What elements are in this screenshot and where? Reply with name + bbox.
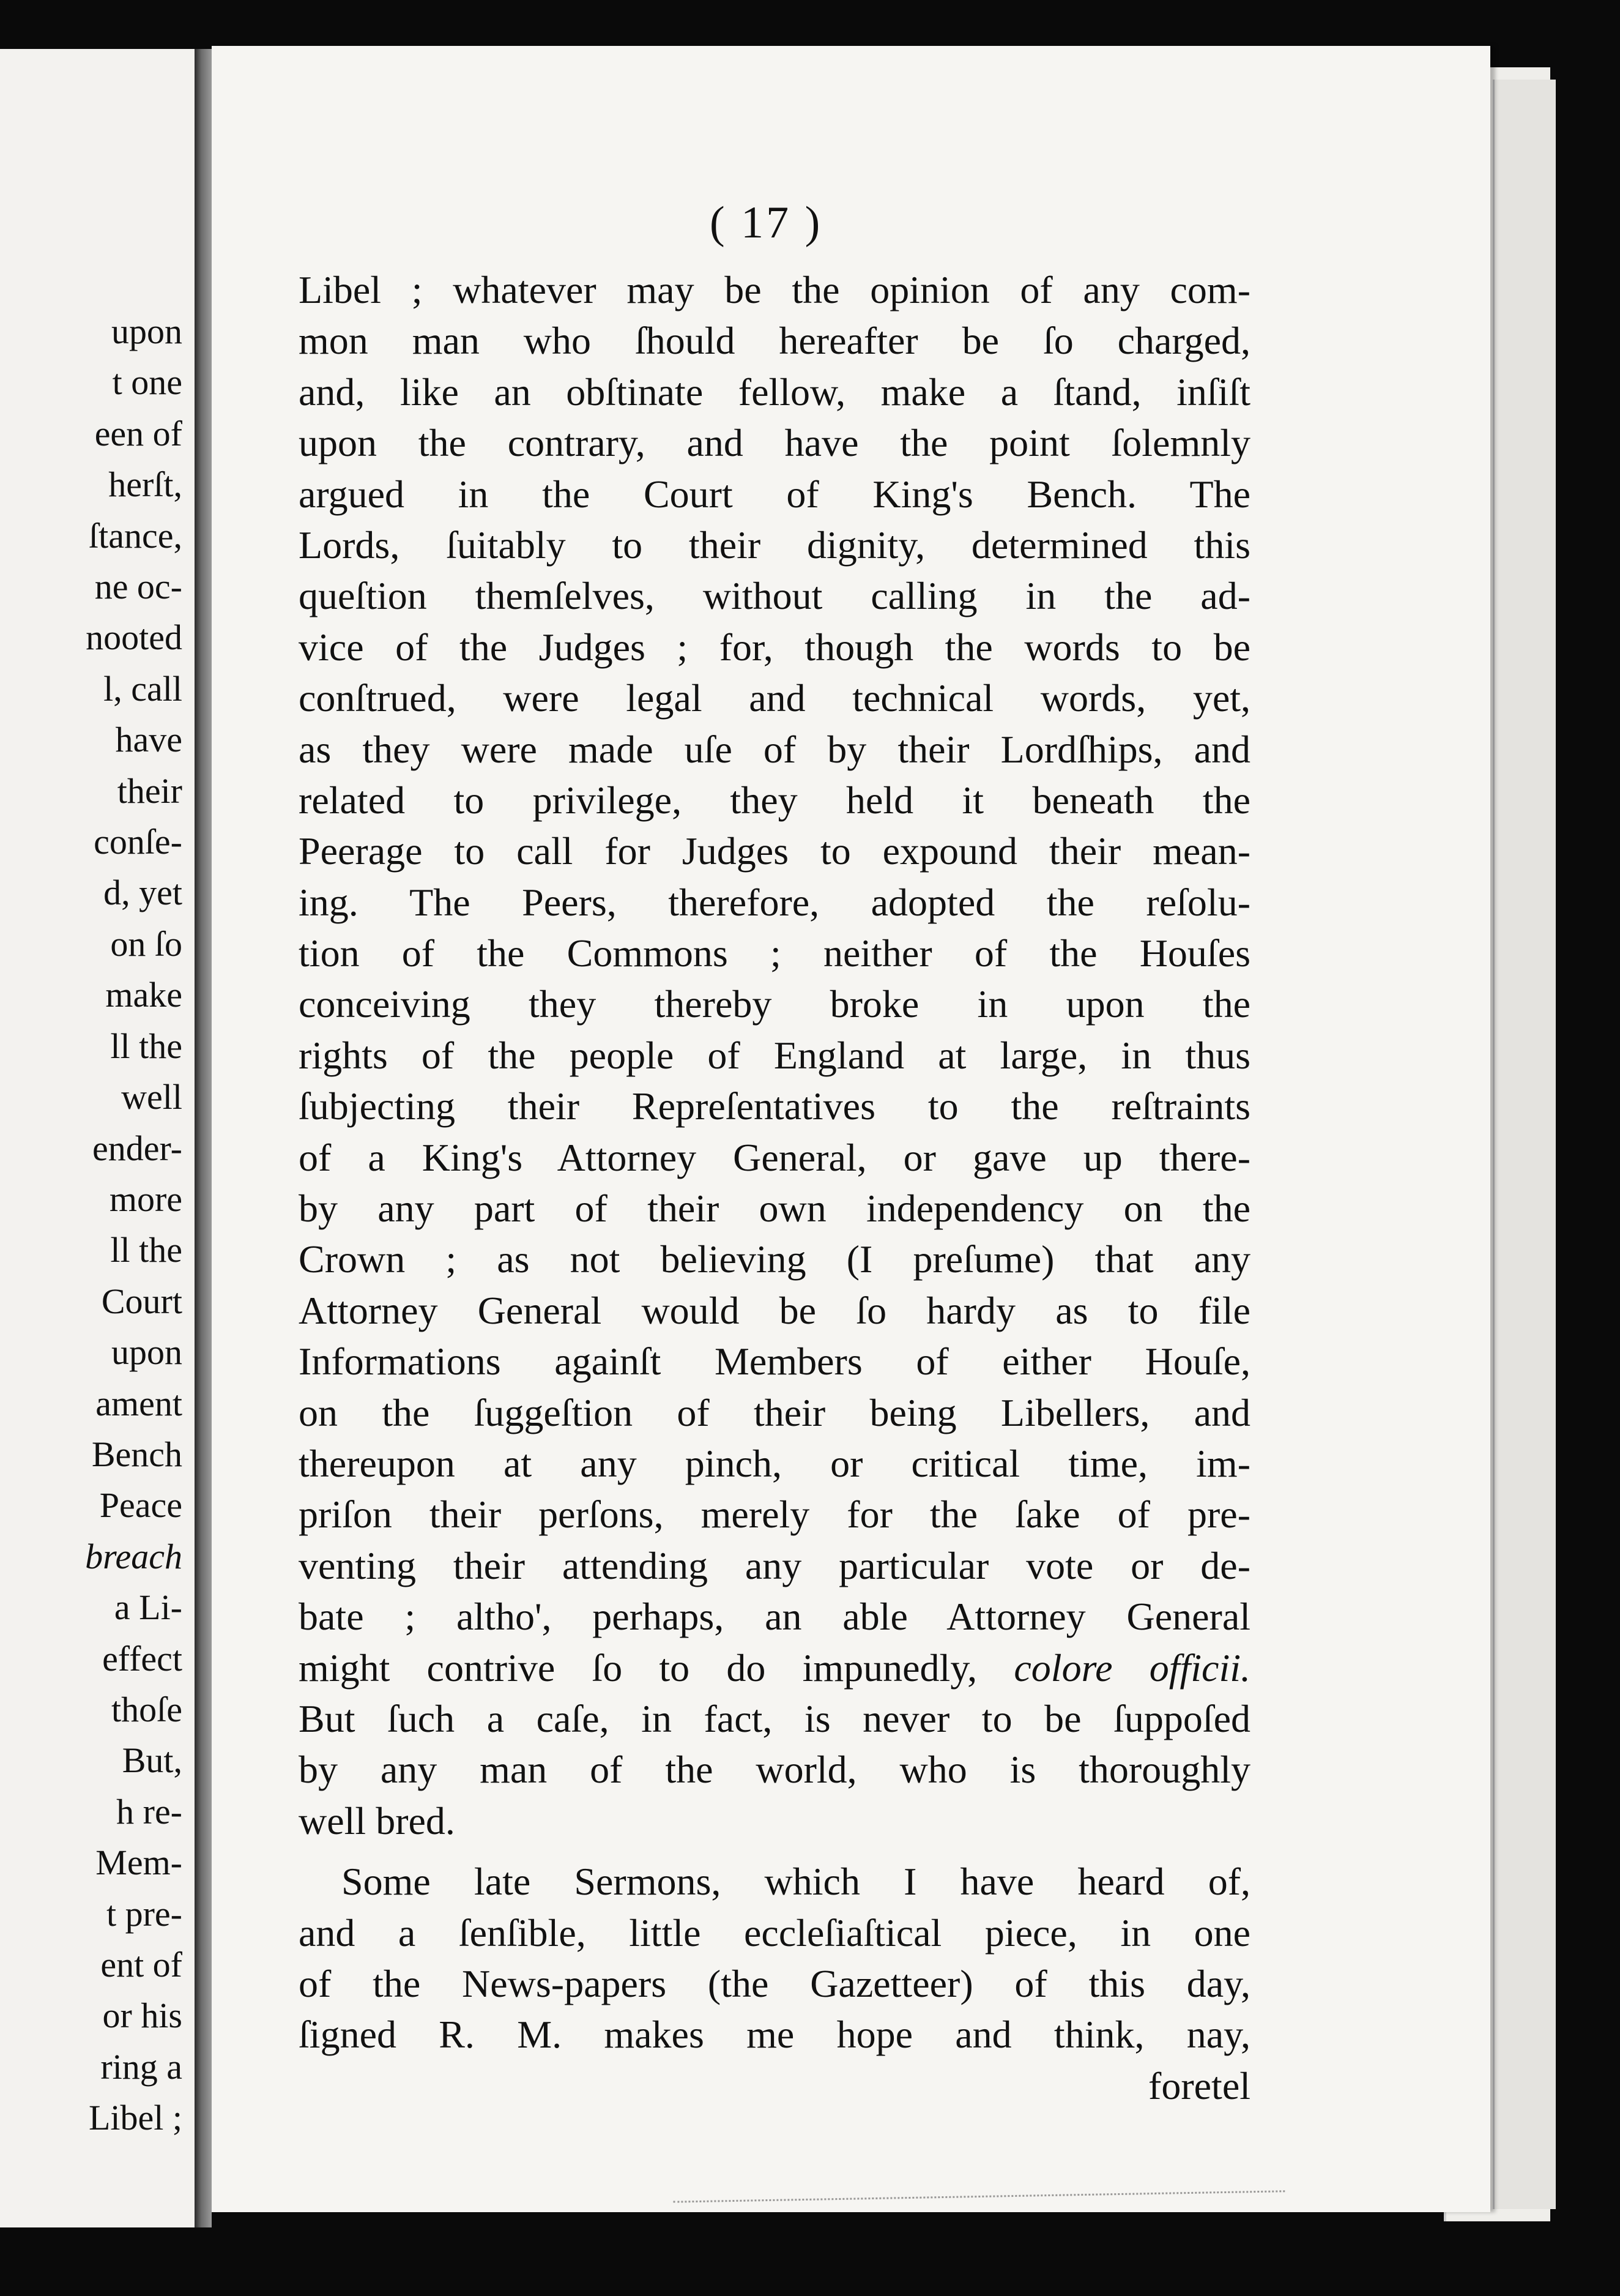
left-page-line: ne oc- (94, 567, 182, 607)
left-page-line: t pre- (106, 1893, 182, 1934)
text-line: mon man who ſhould hereafter be ſo charged, (299, 319, 1250, 363)
left-page-line: have (115, 720, 182, 760)
left-page-line: on ſo (110, 923, 182, 964)
left-page-text (85, 306, 182, 2144)
left-page-line: ament (95, 1383, 182, 1423)
left-page-line: But, (122, 1740, 182, 1781)
text-line: related to privilege, they held it beneath the (299, 778, 1250, 822)
left-page-line: h re- (116, 1791, 182, 1832)
left-page-line: well (121, 1077, 182, 1117)
text-line: rights of the people of England at large, in thus (299, 1033, 1250, 1077)
text-line: argued in the Court of King's Bench. The (299, 472, 1250, 516)
text-line: ſigned R. M. makes me hope and think, nay, (299, 2013, 1250, 2057)
text-line: Crown ; as not believing (I preſume) that any (299, 1237, 1250, 1281)
text-line: conſtrued, were legal and technical words, yet, (299, 676, 1250, 720)
text-line: venting their attending any particular vote or de- (299, 1543, 1250, 1587)
text-line: vice of the Judges ; for, though the words to be (299, 625, 1250, 669)
text-line: queſtion themſelves, without calling in the ad- (299, 574, 1250, 618)
text-line: and, like an obſtinate fellow, make a ſtand, inſiſt (299, 370, 1250, 414)
body-text (299, 264, 1250, 2111)
left-page-line: nooted (86, 617, 182, 658)
text-line: thereupon at any pinch, or critical time, im- (299, 1441, 1250, 1485)
text-line: ing. The Peers, therefore, adopted the reſolu- (299, 880, 1250, 924)
text-line (299, 1642, 1250, 1693)
left-page-line: effect (102, 1638, 182, 1679)
left-page-line: make (105, 975, 182, 1015)
left-page-line: more (109, 1179, 182, 1219)
text-line: tion of the Commons ; neither of the Houſes (299, 931, 1250, 975)
text-line: bate ; altho', perhaps, an able Attorney General (299, 1595, 1250, 1639)
left-page-line: herſt, (108, 464, 182, 505)
text-line: Peerage to call for Judges to expound their mean- (299, 829, 1250, 873)
text-line: by any man of the world, who is thoroughly (299, 1748, 1250, 1792)
left-page-line: a Li- (114, 1587, 182, 1628)
catchword: foretel (1148, 2063, 1250, 2108)
text-line: conceiving they thereby broke in upon the (299, 982, 1250, 1026)
left-page-line: breach (85, 1536, 182, 1576)
left-page-line: their (117, 770, 182, 811)
left-page-line: ll the (110, 1026, 182, 1066)
text-line: Informations againſt Members of either Houſe, (299, 1340, 1250, 1384)
left-page-line: Libel ; (88, 2098, 182, 2138)
left-page-line: l, call (103, 668, 182, 709)
left-page-line: Mem- (95, 1843, 182, 1883)
text-line: as they were made uſe of by their Lordſhips, and (299, 727, 1250, 771)
text-line: by any part of their own independency on the (299, 1187, 1250, 1231)
page-gutter (195, 49, 212, 2227)
left-page-line: Bench (91, 1434, 182, 1474)
left-page-line: upon (111, 1332, 182, 1373)
left-page-line: ll the (110, 1230, 182, 1270)
text-line: But ſuch a caſe, in fact, is never to be ſuppoſed (299, 1696, 1250, 1740)
text-line: ſubjecting their Repreſentatives to the reſtraints (299, 1084, 1250, 1128)
text-line: of a King's Attorney General, or gave up there- (299, 1135, 1250, 1179)
text-line: Attorney General would be ſo hardy as to file (299, 1288, 1250, 1332)
left-page-line: ent of (100, 1945, 182, 1985)
italic-phrase: colore officii. (1014, 1646, 1251, 1690)
left-page-line: conſe- (94, 822, 182, 862)
text-line-content: might contrive ſo to do impunedly, (299, 1646, 1014, 1690)
left-page-line: ring a (100, 2046, 182, 2087)
left-page-line: een of (94, 413, 182, 453)
left-page-line: d, yet (103, 873, 182, 913)
left-page-line: thoſe (111, 1689, 182, 1729)
left-page (0, 49, 195, 2227)
left-page-line: t one (112, 362, 182, 403)
text-line: on the ſuggeſtion of their being Libellers, and (299, 1390, 1250, 1434)
text-line: well bred. (299, 1798, 455, 1843)
left-page-line: Peace (99, 1485, 182, 1526)
left-page-line: or his (102, 1996, 182, 2036)
text-line: priſon their perſons, merely for the ſake of pre- (299, 1493, 1250, 1537)
page-edge-inner (1493, 80, 1556, 2209)
left-page-line: Court (101, 1281, 182, 1321)
left-page-line: ſtance, (89, 515, 182, 556)
text-line: of the News-papers (the Gazetteer) of this day, (299, 1961, 1250, 2005)
text-line: upon the contrary, and have the point ſolemnly (299, 421, 1250, 465)
left-page-line: ender- (92, 1128, 182, 1168)
left-page-line: upon (111, 311, 182, 351)
text-line: and a ſenſible, little eccleſiaſtical piece, in one (299, 1910, 1250, 1955)
text-line: Libel ; whatever may be the opinion of any com- (299, 268, 1250, 311)
page-number: ( 17 ) (710, 198, 823, 248)
text-line: Lords, ſuitably to their dignity, determined this (299, 523, 1250, 567)
text-line: Some late Sermons, which I have heard of, (341, 1860, 1250, 1904)
